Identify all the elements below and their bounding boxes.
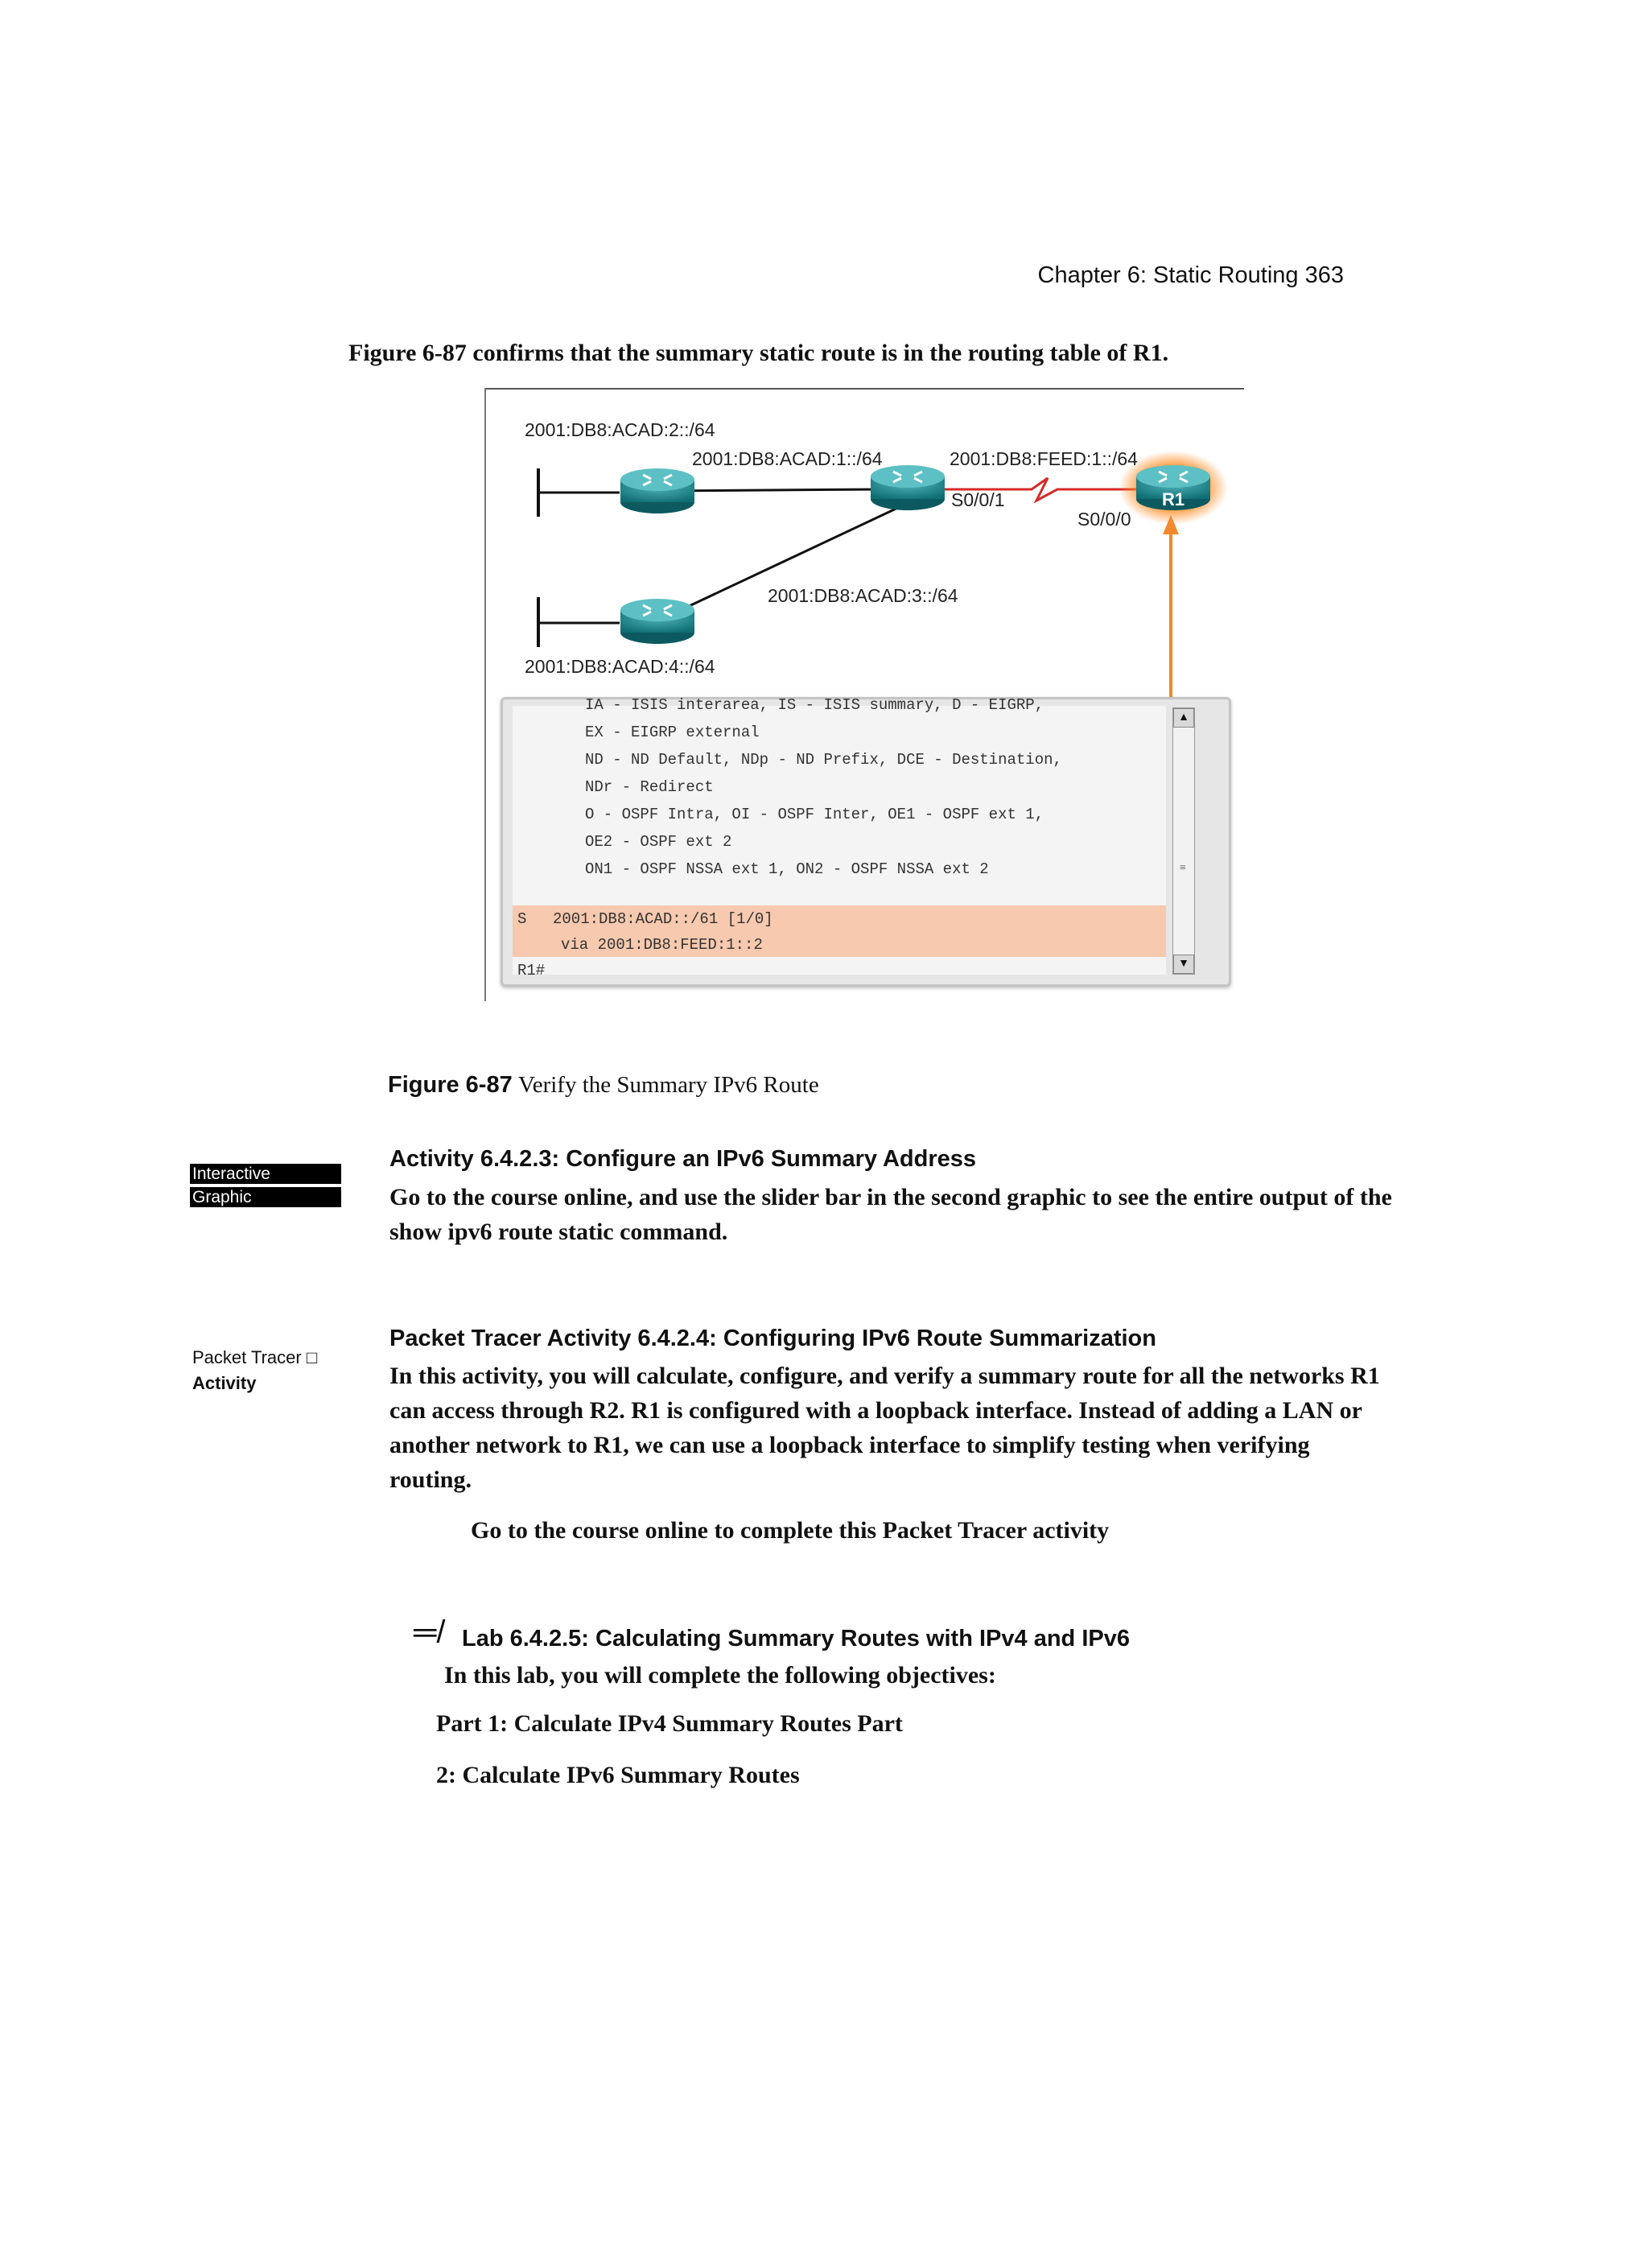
packet-tracer-side-activity: Activity [192, 1373, 257, 1393]
route-prefix: 2001:DB8:ACAD::/61 [1/0] [553, 910, 773, 928]
interactive-graphic-tag-line2: Graphic [190, 1187, 341, 1207]
label-net-acad1: 2001:DB8:ACAD:1::/64 [692, 448, 883, 469]
console-line: O - OSPF Intra, OI - OSPF Inter, OE1 - OSPF ext 1, [585, 806, 1044, 823]
console-prompt: R1# [517, 962, 546, 979]
figure-caption-number: Figure 6-87 [388, 1072, 513, 1098]
console-line: IA - ISIS interarea, IS - ISIS summary, D - EIGRP, [585, 696, 1044, 714]
console-line: NDr - Redirect [585, 778, 714, 796]
route-next-hop: via 2001:DB8:FEED:1::2 [561, 936, 763, 954]
console-line: ND - ND Default, NDp - ND Prefix, DCE - Destination, [585, 751, 1062, 769]
network-topology-diagram [484, 388, 1244, 694]
scroll-down-icon[interactable]: ▼ [1173, 955, 1194, 974]
figure-caption-text: Verify the Summary IPv6 Route [517, 1072, 819, 1098]
intro-paragraph: Figure 6-87 confirms that the summary static route is in the routing table of R1. [348, 340, 1169, 366]
route-code: S [517, 910, 527, 928]
scroll-thumb-grip-icon[interactable]: ≡ [1180, 862, 1186, 874]
packet-tracer-body: In this activity, you will calculate, configure, and verify a summary route for all the networks R1 can access through R2. R1 is configured with a loopback interface. Instead of adding a LAN or another network to R1, we can use a loopback interface to simplify testing when verifying routing. [389, 1363, 1380, 1493]
figure-caption [388, 1072, 819, 1099]
console-text-area [513, 696, 1166, 979]
router-icon[interactable] [620, 599, 694, 644]
label-iface-s001: S0/0/1 [951, 489, 1005, 510]
packet-tracer-heading: Packet Tracer Activity 6.4.2.4: Configuring IPv6 Route Summarization [389, 1326, 1156, 1351]
console-line: ON1 - OSPF NSSA ext 1, ON2 - OSPF NSSA ext 2 [585, 860, 989, 878]
console-line: EX - EIGRP external [585, 724, 760, 741]
packet-tracer-note: Go to the course online to complete this Packet Tracer activity [471, 1517, 1110, 1544]
lab-objective-1: Part 1: Calculate IPv4 Summary Routes Part [436, 1710, 903, 1737]
activity-6-4-2-3-body: Go to the course online, and use the slider bar in the second graphic to see the entire output of the show ipv6 route static command. [389, 1184, 1392, 1245]
label-net-feed1: 2001:DB8:FEED:1::/64 [950, 448, 1138, 469]
scroll-up-icon[interactable]: ▲ [1173, 708, 1194, 728]
figure-6-87 [484, 388, 1244, 1001]
router-r1-label: R1 [1161, 489, 1185, 509]
lab-objective-2: 2: Calculate IPv6 Summary Routes [436, 1762, 800, 1788]
router-icon[interactable] [871, 465, 945, 510]
console-scrollbar[interactable] [1172, 707, 1195, 975]
running-header: Chapter 6: Static Routing 363 [1037, 262, 1344, 288]
packet-tracer-side-label: Packet Tracer □ [192, 1347, 318, 1367]
label-net-acad3: 2001:DB8:ACAD:3::/64 [768, 585, 958, 606]
router-console-output[interactable] [501, 697, 1231, 987]
label-net-acad4: 2001:DB8:ACAD:4::/64 [525, 656, 715, 677]
interactive-graphic-tag-line1: Interactive [190, 1164, 341, 1184]
label-net-acad2: 2001:DB8:ACAD:2::/64 [525, 419, 715, 440]
lab-intro: In this lab, you will complete the following objectives: [444, 1662, 996, 1689]
lab-heading: Lab 6.4.2.5: Calculating Summary Routes with IPv4 and IPv6 [462, 1626, 1130, 1652]
activity-6-4-2-3-heading: Activity 6.4.2.3: Configure an IPv6 Summary Address [389, 1146, 977, 1172]
lab-icon: ═/ [414, 1614, 446, 1650]
label-iface-s000: S0/0/0 [1077, 509, 1131, 530]
router-icon[interactable] [620, 468, 694, 513]
console-line: OE2 - OSPF ext 2 [585, 833, 732, 851]
